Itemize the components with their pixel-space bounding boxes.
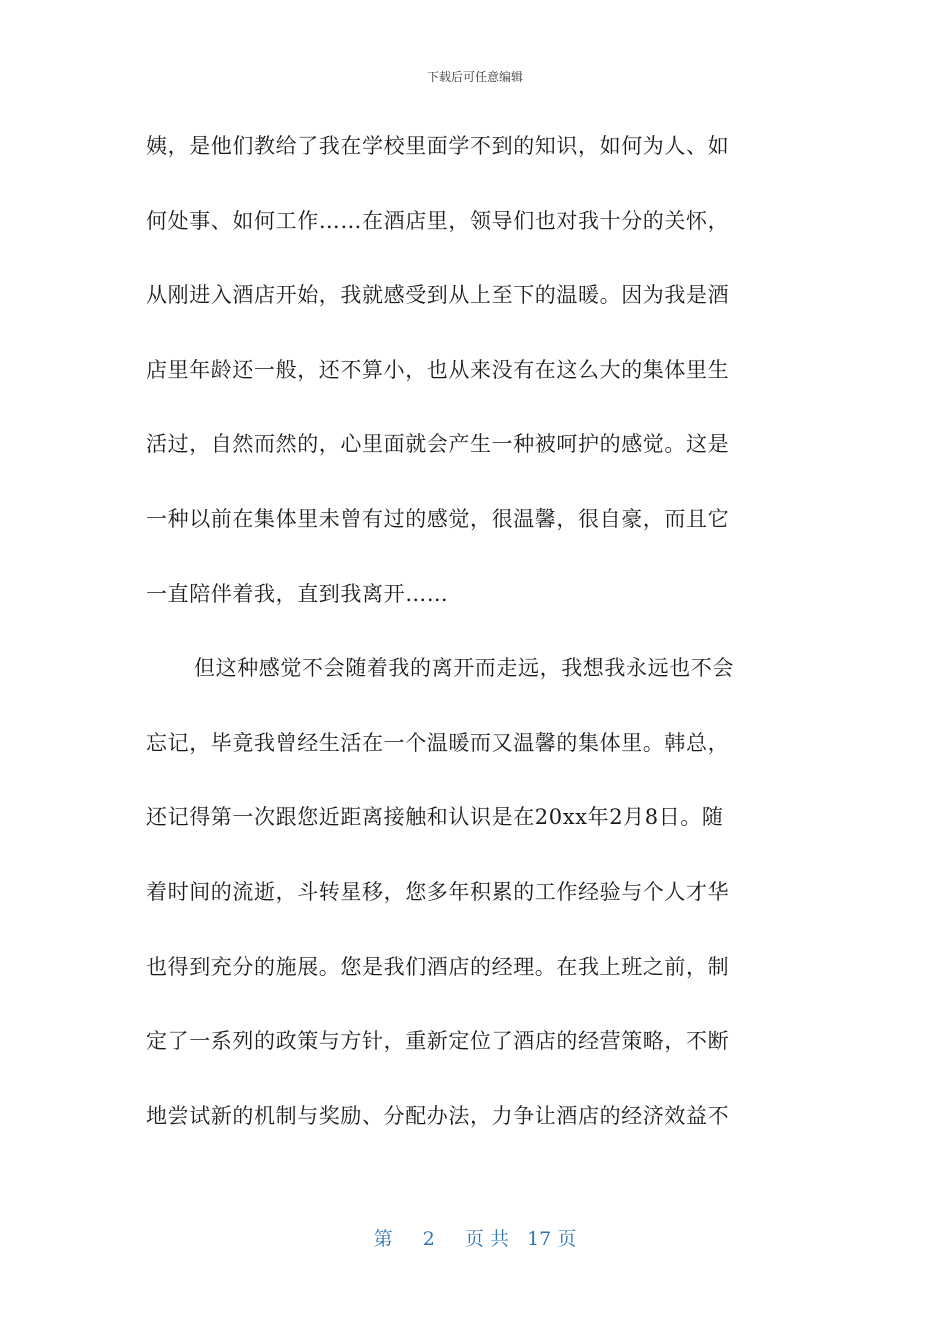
page-header: 下载后可任意编辑 (426, 70, 523, 84)
page-footer (0, 1224, 950, 1251)
body-line-9: 忘记，毕竟我曾经生活在一个温暖而又温馨的集体里。韩总， (146, 730, 730, 755)
footer-prefix: 第 (373, 1228, 393, 1250)
body-line-4: 店里年龄还一般，还不算小，也从来没有在这么大的集体里生 (146, 357, 730, 382)
body-line-13: 定了一系列的政策与方针，重新定位了酒店的经营策略，不断 (146, 1029, 730, 1054)
footer-middle: 页 共 (464, 1228, 509, 1250)
body-line-1: 姨，是他们教给了我在学校里面学不到的知识，如何为人、如 (146, 134, 730, 158)
body-line-8: 但这种感觉不会随着我的离开而走远，我想我永远也不会 (194, 656, 734, 681)
body-line-11: 着时间的流逝，斗转星移，您多年积累的工作经验与个人才华 (146, 879, 730, 904)
footer-total-pages: 17 (527, 1228, 552, 1250)
body-line-6: 一种以前在集体里未曾有过的感觉，很温馨，很自豪，而且它 (146, 506, 730, 531)
footer-suffix: 页 (557, 1228, 577, 1250)
body-line-14: 地尝试新的机制与奖励、分配办法，力争让酒店的经济效益不 (146, 1103, 730, 1128)
body-line-10: 还记得第一次跟您近距离接触和认识是在20xx年2月8日。随 (146, 805, 724, 830)
body-line-7: 一直陪伴着我，直到我离开…… (146, 581, 449, 606)
body-line-12: 也得到充分的施展。您是我们酒店的经理。在我上班之前，制 (146, 954, 730, 979)
document-body (146, 126, 806, 1170)
body-line-5: 活过，自然而然的，心里面就会产生一种被呵护的感觉。这是 (146, 432, 730, 457)
body-line-3: 从刚进入酒店开始，我就感受到从上至下的温暖。因为我是酒 (146, 283, 730, 308)
body-line-2: 何处事、如何工作……在酒店里，领导们也对我十分的关怀， (146, 208, 730, 233)
footer-current-page: 2 (422, 1228, 435, 1250)
